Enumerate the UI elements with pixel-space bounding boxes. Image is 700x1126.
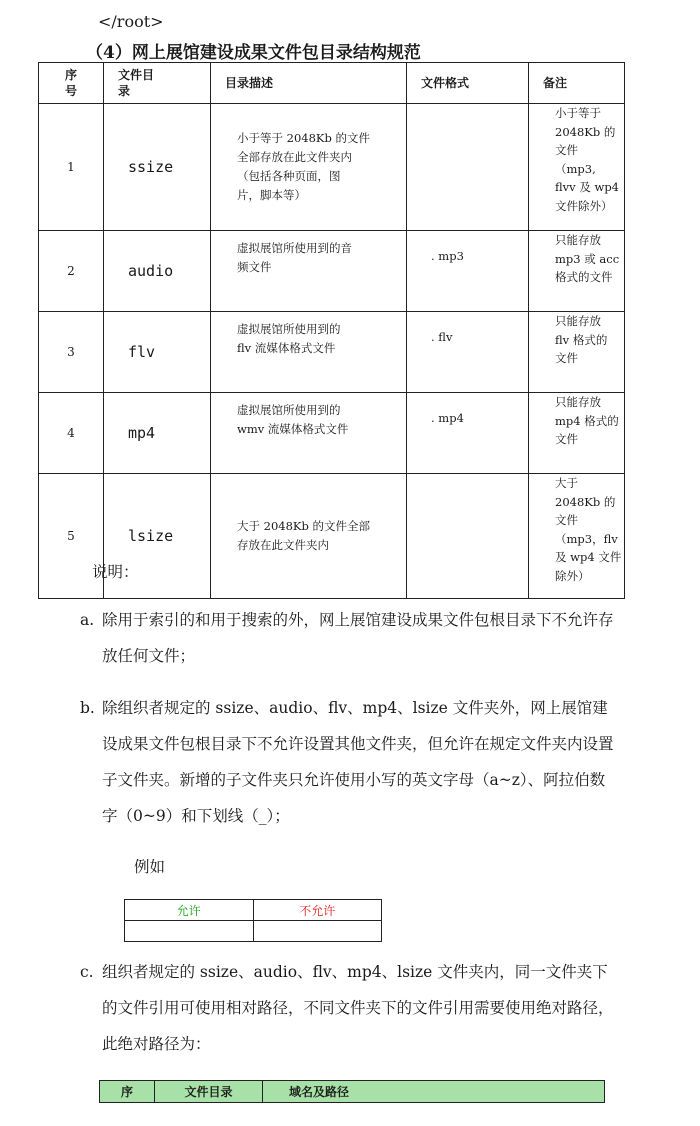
directory-description bbox=[211, 104, 407, 231]
directory-structure-table bbox=[38, 62, 625, 599]
path-header-domain: 域名及路径 bbox=[289, 1085, 350, 1099]
example-header-row bbox=[125, 900, 382, 921]
path-header-directory: 文件目录 bbox=[155, 1081, 263, 1102]
allowed-cell bbox=[125, 921, 254, 942]
row-number: 1 bbox=[39, 104, 104, 231]
header-directory-text: 文件目 录 bbox=[118, 68, 155, 98]
description-text: 虚拟展馆所使用到的音 频文件 bbox=[237, 241, 352, 274]
item-a-label: a. bbox=[80, 611, 95, 629]
item-c-label: c. bbox=[80, 963, 94, 981]
example-label: 例如 bbox=[134, 858, 166, 876]
directory-name: lsize bbox=[104, 474, 211, 599]
path-header-no: 序 bbox=[100, 1081, 155, 1102]
remark-text: 只能存放 mp3 或 acc 格式的文件 bbox=[555, 233, 620, 284]
root-closing-tag: </root> bbox=[98, 12, 164, 31]
table-row bbox=[39, 231, 625, 312]
remark-text: 小于等于 2048Kb 的 文件 （mp3, flvv 及 wp4 文件除外） bbox=[555, 106, 619, 213]
row-number: 3 bbox=[39, 312, 104, 393]
directory-description bbox=[211, 393, 407, 474]
file-format: . mp3 bbox=[407, 231, 529, 312]
directory-description bbox=[211, 231, 407, 312]
item-c-text: 组织者规定的 ssize、audio、flv、mp4、lsize 文件夹内，同一文件夹下的文件引用可使用相对路径，不同文件夹下的文件引用需要使用绝对路径，此绝对路径为： bbox=[102, 963, 614, 1053]
remark-text: 大于 2048Kb 的 文件 （mp3，flv 及 wp4 文件 除外） bbox=[555, 476, 622, 583]
item-a-text: 除用于索引的和用于搜索的外，网上展馆建设成果文件包根目录下不允许存放任何文件； bbox=[102, 611, 614, 665]
directory-name: flv bbox=[104, 312, 211, 393]
note-item-a bbox=[80, 602, 620, 674]
file-format bbox=[407, 474, 529, 599]
directory-name: mp4 bbox=[104, 393, 211, 474]
remark-text: 只能存放 mp4 格式的 文件 bbox=[555, 395, 619, 446]
remark bbox=[529, 104, 625, 231]
header-directory bbox=[104, 63, 211, 104]
directory-name: ssize bbox=[104, 104, 211, 231]
directory-name: audio bbox=[104, 231, 211, 312]
path-table-header bbox=[99, 1080, 605, 1103]
remark bbox=[529, 231, 625, 312]
file-format: . flv bbox=[407, 312, 529, 393]
header-note: 备注 bbox=[529, 63, 625, 104]
table-row bbox=[39, 312, 625, 393]
not-allowed-cell bbox=[253, 921, 382, 942]
row-number: 5 bbox=[39, 474, 104, 599]
section-title: （4）网上展馆建设成果文件包目录结构规范 bbox=[86, 43, 421, 63]
header-description: 目录描述 bbox=[211, 63, 407, 104]
header-format: 文件格式 bbox=[407, 63, 529, 104]
note-item-b bbox=[80, 690, 620, 834]
row-number: 4 bbox=[39, 393, 104, 474]
not-allowed-header: 不允许 bbox=[253, 900, 382, 921]
example-table bbox=[124, 899, 382, 942]
example-empty-row bbox=[125, 921, 382, 942]
row-number: 2 bbox=[39, 231, 104, 312]
directory-description bbox=[211, 474, 407, 599]
note-item-c bbox=[80, 954, 620, 1062]
table-row bbox=[39, 104, 625, 231]
directory-description bbox=[211, 312, 407, 393]
description-text: 大于 2048Kb 的文件全部 存放在此文件夹内 bbox=[237, 519, 371, 552]
description-text: 小于等于 2048Kb 的文件 全部存放在此文件夹内 （包括各种页面，图 片，脚本等） bbox=[237, 131, 371, 202]
remark bbox=[529, 312, 625, 393]
description-text: 虚拟展馆所使用到的 flv 流媒体格式文件 bbox=[237, 322, 341, 355]
item-b-text: 除组织者规定的 ssize、audio、flv、mp4、lsize 文件夹外，网上展馆建设成果文件包根目录下不允许设置其他文件夹，但允许在规定文件夹内设置子文件夹。新增的子文件夹只允许使用小写的英文字母（a~z）、阿拉伯数字（0~9）和下划线（_）； bbox=[102, 699, 614, 825]
allowed-header: 允许 bbox=[125, 900, 254, 921]
item-b-label: b. bbox=[80, 699, 95, 717]
remark bbox=[529, 393, 625, 474]
table-header-row bbox=[39, 63, 625, 104]
header-no-text: 序 号 bbox=[64, 68, 77, 98]
description-text: 虚拟展馆所使用到的 wmv 流媒体格式文件 bbox=[237, 403, 349, 436]
table-row bbox=[39, 393, 625, 474]
file-format bbox=[407, 104, 529, 231]
remark-text: 只能存放 flv 格式的 文件 bbox=[555, 314, 608, 365]
header-no bbox=[39, 63, 104, 104]
remark bbox=[529, 474, 625, 599]
notes-title: 说明： bbox=[92, 563, 139, 581]
file-format: . mp4 bbox=[407, 393, 529, 474]
